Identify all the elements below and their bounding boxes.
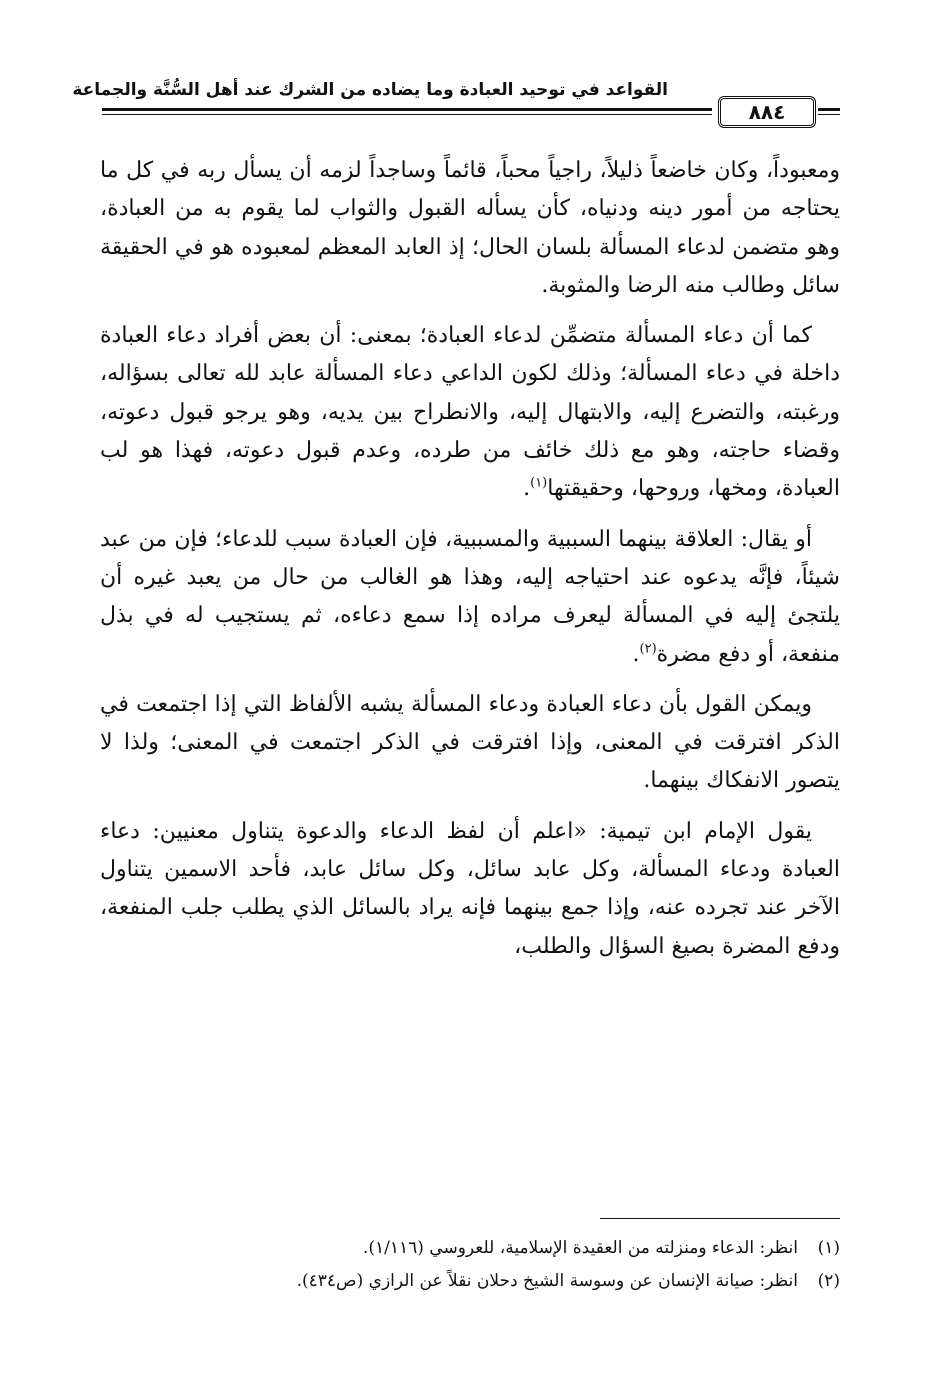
paragraph-text: ومعبوداً، وكان خاضعاً ذليلاً، راجياً محباً، قائماً وساجداً لزمه أن يسأل ربه في كل ما يحتاجه من أمور دينه ودنياه، كأن يسأله القبول والثواب لما يقوم به من العبادة، وهو متضمن لدعاء المسألة بلسان الحال؛ إذ العابد المعظم لمعبوده هو في الحقيقة سائل وطالب منه الرضا والمثوبة. [100,158,840,298]
header-rule-thick [102,108,712,111]
running-title: القواعد في توحيد العبادة وما يضاده من الشرك عند أهل السُّنَّة والجماعة [72,80,668,100]
footnote-separator [600,1218,840,1219]
page-number: ٨٨٤ [718,96,816,128]
paragraph [100,686,840,801]
header-rule-end [818,108,840,111]
header-rule-thin [102,114,712,115]
paragraph-text: ويمكن القول بأن دعاء العبادة ودعاء المسألة يشبه الألفاظ التي إذا اجتمعت في الذكر افترقت في المعنى، وإذا افترقت في الذكر اجتمعت في المعنى؛ ولذا لا يتصور الانفكاك بينهما. [100,691,840,794]
paragraph-end: . [523,476,531,502]
paragraph [100,152,840,305]
footnote-number: (٢) [817,1271,840,1291]
footnote [100,1265,840,1298]
paragraph-text: أو يقال: العلاقة بينهما السببية والمسببية، فإن العبادة سبب للدعاء؛ فإن من عبد شيئاً، فإنَّه يدعوه عند احتياجه إليه، وهذا هو الغالب من حال من يعبد غيره أن يلتجئ إليه في المسألة ليعرف مراده إذا سمع دعاءه، ثم يستجيب له في بذل منفعة، أو دفع مضرة [100,526,840,667]
paragraph [100,813,840,966]
footnote-ref[interactable]: (٢) [639,641,657,657]
footnote-number: (١) [817,1238,840,1258]
page-header [72,78,840,128]
header-rule-end-thin [818,114,840,115]
footnote [100,1232,840,1265]
footnote-text: انظر: الدعاء ومنزلته من العقيدة الإسلامية، للعروسي (١/١١٦). [362,1238,798,1258]
footnote-ref[interactable]: (١) [530,476,548,492]
paragraph [100,521,840,674]
footnote-text: انظر: صيانة الإنسان عن وسوسة الشيخ دحلان نقلاً عن الرازي (ص٤٣٤). [296,1271,798,1291]
paragraph [100,317,840,508]
footnotes [100,1232,840,1298]
paragraph-end: . [632,641,640,667]
paragraph-text: كما أن دعاء المسألة متضمِّن لدعاء العبادة؛ بمعنى: أن بعض أفراد دعاء العبادة داخلة في دعاء المسألة؛ وذلك لكون الداعي دعاء المسألة عابد لله تعالى بسؤاله، ورغبته، والتضرع إليه، والابتهال إليه، والانطراح بين يديه، وهو يرجو قبول دعوته، وقضاء حاجته، وهو مع ذلك خائف من طرده، وعدم قبول دعوته، فهذا هو لب العبادة، ومخها، وروحها، وحقيقتها [100,323,840,502]
main-text [100,152,840,978]
paragraph-text: يقول الإمام ابن تيمية: «اعلم أن لفظ الدعاء والدعوة يتناول معنيين: دعاء العبادة ودعاء المسألة، وكل عابد سائل، وكل سائل عابد، فأحد الاسمين يتناول الآخر عند تجرده عنه، وإذا جمع بينهما فإنه يراد بالسائل الذي يطلب جلب المنفعة، ودفع المضرة بصيغ السؤال والطلب، [100,818,840,959]
